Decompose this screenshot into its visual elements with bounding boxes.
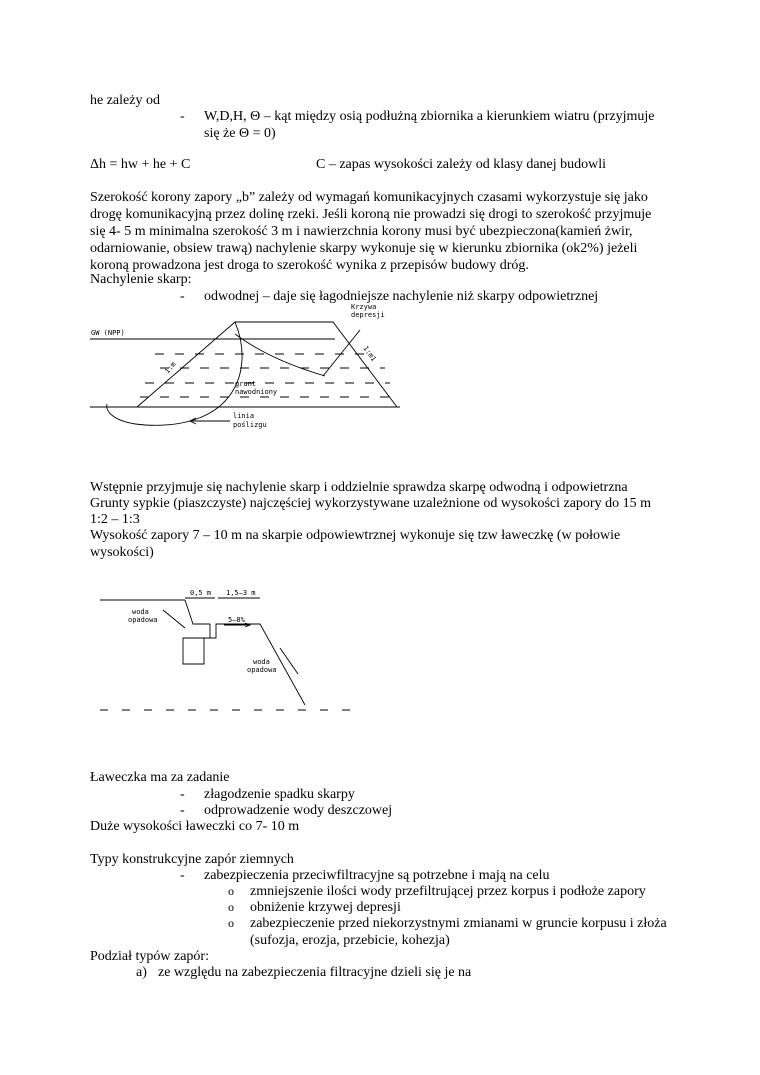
formula-right: C – zapas wysokości zależy od klasy danej budowli <box>316 157 607 172</box>
text-slopes-item: odwodnej – daje się łagodniejsze nachylenie niż skarpy odpowietrznej <box>204 289 599 304</box>
list-marker: a) <box>136 965 147 980</box>
bullet-dash: - <box>180 803 185 818</box>
slip-label-2: poślizgu <box>233 421 267 429</box>
dim-label-1: 0,5 m <box>190 589 212 597</box>
soil-label-1: grunt <box>235 380 257 388</box>
formula-left: Δh = hw + he + C <box>90 157 191 172</box>
bullet-circle: o <box>228 916 234 930</box>
bullet-circle: o <box>228 884 234 898</box>
list-item: złagodzenie spadku skarpy <box>204 787 355 802</box>
list-item: zabezpieczenia przeciwfiltracyjne są potrzebne i mają na celu <box>204 868 550 883</box>
water-arrow <box>163 610 185 628</box>
slip-label-1: linia <box>233 412 255 420</box>
text-bench-spacing: Duże wysokości ławeczki co 7- 10 m <box>90 819 300 834</box>
bullet-dash: - <box>180 289 185 304</box>
list-item: ze względu na zabezpieczenia filtracyjne dzieli się je na <box>158 965 472 980</box>
upper-slope <box>185 600 210 624</box>
water-left-2: opadowa <box>128 616 158 624</box>
water-arrow <box>280 648 298 674</box>
slope-left-label: 1:m <box>163 360 178 376</box>
list-item: odprowadzenie wody deszczowej <box>204 803 393 818</box>
gw-label: GW (NPP) <box>91 329 125 337</box>
bullet-dash: - <box>180 109 185 124</box>
text-wind-item: W,D,H, Θ – kąt między osią podłużną zbiornika a kierunkiem wiatru (przyjmuje się że Θ = 0) <box>204 109 655 141</box>
slip-line <box>107 322 242 425</box>
bullet-dash: - <box>180 787 185 802</box>
water-right-2: opadowa <box>247 666 277 674</box>
text-bench-purpose: Ławeczka ma za zadanie <box>90 770 230 785</box>
dam-cross-section-figure <box>85 300 415 440</box>
curve-label-1: Krzywa <box>351 303 377 311</box>
bullet-dash: - <box>180 868 185 883</box>
text-dam-types: Typy konstrukcyjne zapór ziemnych <box>90 852 294 867</box>
text-slopes-heading: Nachylenie skarp: <box>90 272 192 287</box>
text-preliminary: Wstępnie przyjmuje się nachylenie skarp i oddzielnie sprawdza skarpę odwodną i odpowietrzna <box>90 480 628 495</box>
drain-outline <box>183 624 210 664</box>
water-left-1: woda <box>132 608 149 616</box>
soil-label-2: nawodniony <box>235 388 278 396</box>
dim-label-2: 1,5–3 m <box>226 589 256 597</box>
curve-pointer <box>323 330 360 376</box>
text-division: Podział typów zapór: <box>90 949 209 964</box>
text-soils: Grunty sypkie (piaszczyste) najczęściej wykorzystywane uzależnione od wysokości zapory do 15 m <box>90 496 651 511</box>
text-crown-width: Szerokość korony zapory „b” zależy od wymagań komunikacyjnych czasami wykorzystuje się jako drogę komunikacyjną przez dolinę rzeki. Jeśli koroną nie prowadzi się drogi to szerokość przyjmuje się 4- 5 m minimalna szerokość 3 m i nawierzchnia korony musi być ubezpieczona(kamień żwir, odarniowanie, obsiew trawą) nachylenie skarpy wykonuje się w kierunku zbiornika (ok2%) jeżeli koroną prowadzona jest droga to szerokość wynika z przepisów budowy dróg. <box>90 190 652 273</box>
slope-label: 5–8% <box>228 616 245 624</box>
slope-right-label: 1:m1 <box>361 344 378 363</box>
water-right-1: woda <box>253 658 270 666</box>
list-subitem: zabezpieczenie przed niekorzystnymi zmianami w gruncie korpusu i złoża (sufozja, erozja, przebicie, kohezja) <box>250 916 667 948</box>
text-intro: he zależy od <box>90 93 160 108</box>
bullet-circle: o <box>228 900 234 914</box>
curve-label-2: depresji <box>351 311 385 319</box>
list-subitem: obniżenie krzywej depresji <box>250 900 401 915</box>
depression-curve <box>235 334 325 376</box>
bench-figure <box>90 580 360 720</box>
text-bench: Wysokość zapory 7 – 10 m na skarpie odpowiewtrznej wykonuje się tzw ławeczkę (w połowie wysokości) <box>90 528 621 560</box>
text-ratio: 1:2 – 1:3 <box>90 512 140 527</box>
list-subitem: zmniejszenie ilości wody przefiltrującej przez korpus i podłoże zapory <box>250 884 646 899</box>
